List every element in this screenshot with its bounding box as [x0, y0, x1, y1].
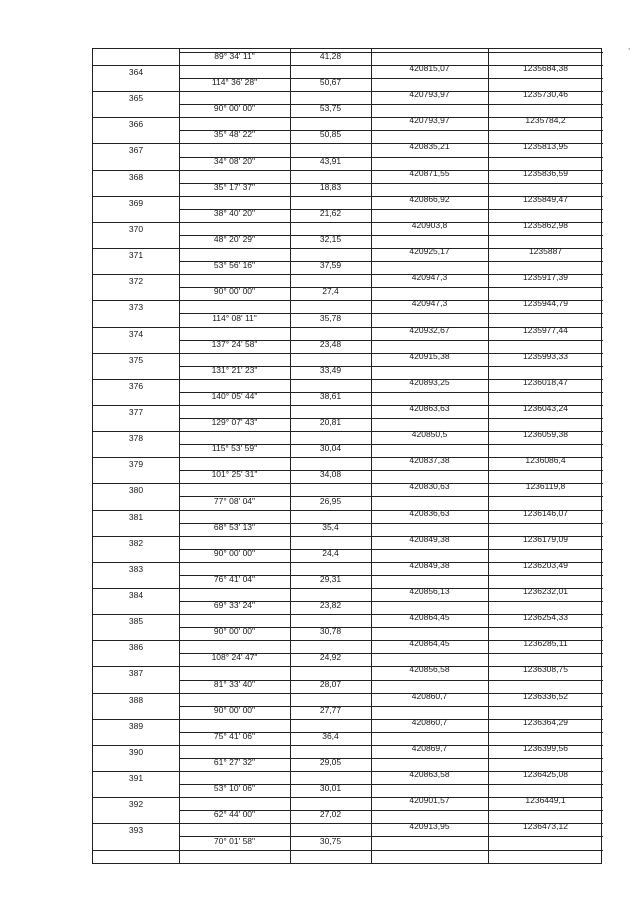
- angle-cell: 101° 25' 31": [211, 469, 258, 480]
- point-number-cell: 387: [128, 668, 144, 679]
- angle-cell: 90° 00' 00": [213, 626, 256, 637]
- angle-cell: 90° 00' 00": [213, 704, 256, 715]
- y-coordinate-cell: 1236336,52: [523, 690, 568, 701]
- point-number-cell: 384: [128, 590, 144, 600]
- y-coordinate-cell: 1236043,24: [523, 402, 568, 413]
- distance-cell: 29,05: [319, 757, 342, 768]
- x-coordinate-cell: 420830,63: [409, 481, 450, 492]
- distance-cell: 30,75: [319, 835, 342, 846]
- y-coordinate-cell: 1236179,09: [523, 533, 568, 544]
- angle-cell: 129° 07' 43": [211, 417, 258, 428]
- y-coordinate-cell: 1235836,59: [523, 167, 568, 178]
- point-number-cell: 365: [128, 93, 144, 104]
- angle-cell: 35° 48' 22": [213, 129, 256, 140]
- point-number-cell: 379: [128, 459, 144, 470]
- angle-cell: 90° 00' 00": [213, 103, 256, 114]
- distance-cell: 35,4: [322, 521, 339, 532]
- angle-cell: 89° 34' 11": [214, 51, 255, 61]
- angle-cell: 90° 00' 00": [213, 547, 256, 558]
- distance-cell: 27,02: [319, 809, 342, 820]
- distance-cell: 24,4: [322, 547, 339, 558]
- x-coordinate-cell: 420860,7: [411, 716, 448, 727]
- y-coordinate-cell: 1236203,49: [523, 559, 568, 570]
- x-coordinate-cell: 420856,13: [409, 586, 450, 596]
- x-coordinate-cell: 420869,7: [411, 742, 448, 753]
- distance-cell: 53,75: [319, 103, 342, 114]
- x-coordinate-cell: 420793,97: [409, 89, 450, 100]
- distance-cell: 35,78: [319, 312, 342, 323]
- angle-cell: 69° 33' 24": [213, 600, 256, 611]
- point-number-cell: 372: [128, 276, 144, 287]
- y-coordinate-cell: 1236018,47: [523, 376, 568, 387]
- distance-cell: 30,04: [319, 443, 342, 454]
- y-coordinate-cell: 1236449,1: [525, 795, 566, 806]
- y-coordinate-cell: 1236425,08: [523, 769, 568, 780]
- distance-cell: 20,81: [319, 417, 342, 428]
- y-coordinate-cell: 1236119,8: [525, 481, 566, 492]
- angle-cell: 90° 00' 00": [213, 286, 256, 297]
- scan-mark: ,: [628, 42, 631, 51]
- x-coordinate-cell: 420863,58: [409, 769, 450, 780]
- x-coordinate-cell: 420850,5: [411, 429, 448, 440]
- point-number-cell: 367: [128, 145, 144, 156]
- x-coordinate-cell: 420947,3: [411, 272, 448, 283]
- point-number-cell: 366: [128, 119, 144, 130]
- angle-cell: 81° 33' 40": [213, 678, 256, 689]
- distance-cell: 29,31: [319, 574, 342, 584]
- point-number-cell: 371: [128, 250, 144, 261]
- distance-cell: 43,91: [319, 155, 342, 166]
- y-coordinate-cell: 1235944,79: [523, 298, 568, 309]
- angle-cell: 70° 01' 58": [213, 835, 256, 846]
- angle-cell: 115° 53' 59": [211, 443, 258, 454]
- point-number-cell: 369: [128, 197, 144, 208]
- y-coordinate-cell: 1235730,46: [523, 89, 568, 100]
- y-coordinate-cell: 1235684,38: [523, 63, 568, 73]
- distance-cell: 23,82: [319, 600, 342, 611]
- point-number-cell: 381: [128, 511, 144, 522]
- distance-cell: 30,01: [319, 783, 342, 794]
- point-number-cell: 364: [128, 67, 144, 77]
- y-coordinate-cell: 1236473,12: [523, 821, 568, 832]
- point-number-cell: 386: [128, 642, 144, 653]
- distance-cell: 37,59: [319, 260, 342, 271]
- distance-cell: 50,85: [319, 129, 342, 140]
- distance-cell: 41,28: [319, 51, 342, 61]
- y-coordinate-cell: 1236059,38: [523, 429, 568, 440]
- angle-cell: 62° 44' 00": [213, 809, 256, 820]
- y-coordinate-cell: 1236146,07: [523, 507, 568, 518]
- y-coordinate-cell: 1235887: [528, 246, 563, 257]
- distance-cell: 23,48: [319, 338, 342, 349]
- distance-cell: 38,61: [319, 390, 342, 401]
- angle-cell: 48° 20' 29": [213, 234, 256, 245]
- y-coordinate-cell: 1235849,47: [523, 193, 568, 204]
- distance-cell: 24,92: [319, 652, 342, 663]
- x-coordinate-cell: 420915,38: [409, 350, 450, 361]
- point-number-cell: 376: [128, 380, 144, 391]
- y-coordinate-cell: 1236399,56: [523, 742, 568, 753]
- x-coordinate-cell: 420849,38: [409, 533, 450, 544]
- point-number-cell: 380: [128, 485, 144, 496]
- point-number-cell: 389: [128, 720, 144, 731]
- row-divider: [93, 850, 603, 851]
- y-coordinate-cell: 1236232,01: [523, 586, 568, 596]
- distance-cell: 27,4: [322, 286, 339, 297]
- y-coordinate-cell: 1236285,11: [523, 638, 568, 649]
- angle-cell: 35° 17' 37": [213, 181, 256, 192]
- angle-cell: 53° 56' 16": [213, 260, 256, 271]
- y-coordinate-cell: 1235862,98: [523, 219, 568, 230]
- point-number-cell: 373: [128, 302, 144, 313]
- point-number-cell: 374: [128, 328, 144, 339]
- angle-cell: 68° 53' 13": [213, 521, 256, 532]
- x-coordinate-cell: 420893,25: [409, 376, 450, 387]
- y-coordinate-cell: 1236086,4: [525, 455, 566, 466]
- point-number-cell: 385: [128, 616, 144, 627]
- distance-cell: 33,49: [319, 364, 342, 375]
- point-number-cell: 377: [128, 406, 144, 417]
- angle-cell: 131° 21' 23": [211, 364, 258, 375]
- x-coordinate-cell: 420866,92: [409, 193, 450, 204]
- angle-cell: 140° 05' 44": [211, 390, 258, 401]
- x-coordinate-cell: 420925,17: [409, 246, 450, 257]
- point-number-cell: 370: [128, 223, 144, 234]
- y-coordinate-cell: 1236308,75: [523, 664, 568, 675]
- y-coordinate-cell: 1236254,33: [523, 612, 568, 623]
- x-coordinate-cell: 420849,38: [409, 559, 450, 570]
- x-coordinate-cell: 420863,63: [409, 402, 450, 413]
- x-coordinate-cell: 420815,07: [409, 63, 450, 73]
- x-coordinate-cell: 420903,8: [411, 219, 448, 230]
- angle-cell: 76° 41' 04": [213, 574, 256, 584]
- y-coordinate-cell: 1235813,95: [523, 141, 568, 152]
- point-number-cell: 392: [128, 799, 144, 810]
- x-coordinate-cell: 420864,45: [409, 638, 450, 649]
- point-number-cell: 391: [128, 773, 144, 784]
- angle-cell: 75° 41' 06": [213, 730, 256, 741]
- angle-cell: 114° 08' 11": [212, 312, 257, 323]
- x-coordinate-cell: 420835,21: [409, 141, 450, 152]
- angle-cell: 108° 24' 47": [211, 652, 258, 663]
- point-number-cell: 378: [128, 433, 144, 444]
- distance-cell: 28,07: [319, 678, 342, 689]
- angle-cell: 38° 40' 20": [213, 207, 256, 218]
- angle-cell: 61° 27' 32": [213, 757, 256, 768]
- x-coordinate-cell: 420860,7: [411, 690, 448, 701]
- x-coordinate-cell: 420793,97: [409, 115, 450, 126]
- angle-cell: 77° 08' 04": [213, 495, 256, 506]
- distance-cell: 27,77: [319, 704, 342, 715]
- distance-cell: 50,67: [319, 77, 342, 88]
- distance-cell: 32,15: [319, 234, 342, 245]
- distance-cell: 21,62: [319, 207, 342, 218]
- x-coordinate-cell: 420901,57: [409, 795, 450, 806]
- x-coordinate-cell: 420836,63: [409, 507, 450, 518]
- angle-cell: 137° 24' 58": [211, 338, 258, 349]
- point-number-cell: 390: [128, 746, 144, 757]
- point-number-cell: 393: [128, 825, 144, 836]
- angle-cell: 114° 36' 28": [211, 77, 258, 88]
- point-number-cell: 383: [128, 563, 144, 574]
- y-coordinate-cell: 1235977,44: [523, 324, 568, 335]
- point-number-cell: 388: [128, 694, 144, 705]
- x-coordinate-cell: 420932,67: [409, 324, 450, 335]
- y-coordinate-cell: 1235993,33: [523, 350, 568, 361]
- distance-cell: 36,4: [322, 730, 339, 741]
- x-coordinate-cell: 420913,95: [409, 821, 450, 832]
- x-coordinate-cell: 420947,3: [411, 298, 448, 309]
- y-coordinate-cell: 1236364,29: [523, 716, 568, 727]
- column-divider: [290, 49, 291, 863]
- x-coordinate-cell: 420864,45: [409, 612, 450, 623]
- angle-cell: 53° 10' 06": [213, 783, 256, 794]
- x-coordinate-cell: 420837,38: [409, 455, 450, 466]
- point-number-cell: 368: [128, 171, 144, 182]
- x-coordinate-cell: 420871,55: [409, 167, 450, 178]
- distance-cell: 26,95: [319, 495, 342, 506]
- distance-cell: 30,78: [319, 626, 342, 637]
- angle-cell: 34° 08' 20": [213, 155, 256, 166]
- distance-cell: 18,83: [319, 181, 342, 192]
- y-coordinate-cell: 1235784,2: [525, 115, 566, 126]
- coordinates-table: [92, 48, 602, 864]
- distance-cell: 34,08: [319, 469, 342, 480]
- x-coordinate-cell: 420856,58: [409, 664, 450, 675]
- point-number-cell: 375: [128, 354, 144, 365]
- point-number-cell: 382: [128, 537, 144, 548]
- y-coordinate-cell: 1235917,39: [523, 272, 568, 283]
- column-divider: [179, 49, 180, 863]
